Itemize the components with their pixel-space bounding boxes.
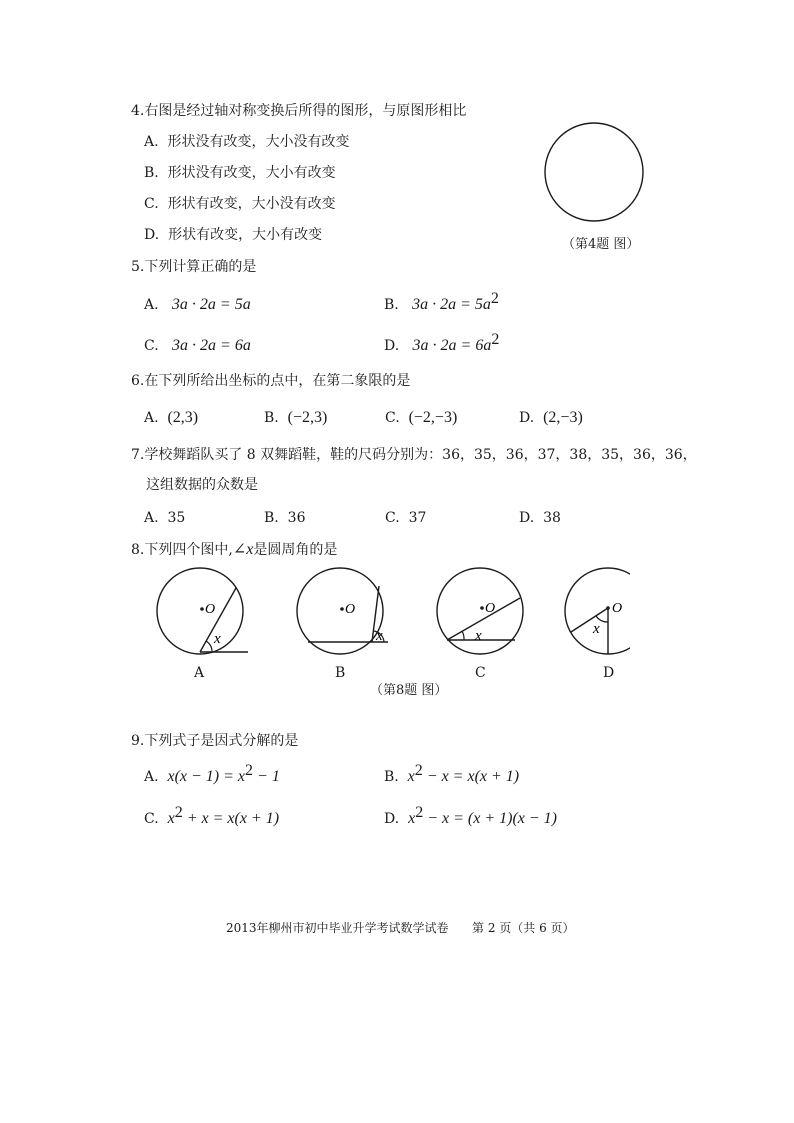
q5-option-b: B. $3a \cdot 2a = 5a^2$ bbox=[384, 290, 499, 313]
q6-stem: 6.在下列所给出坐标的点中，在第二象限的是 bbox=[131, 373, 411, 389]
q8-c-center-label: O bbox=[485, 601, 496, 616]
q8-label-d: D bbox=[603, 665, 615, 681]
footer-title: 2013年柳州市初中毕业升学考试数学试卷 bbox=[226, 921, 449, 935]
q5-option-d: D. $3a \cdot 2a = 6a^2$ bbox=[384, 331, 500, 354]
q5-option-c: C. 3a · 2a = 6a bbox=[144, 337, 251, 354]
q4-option-d: D. 形状有改变，大小有改变 bbox=[144, 227, 323, 243]
q4-option-c: C. 形状有改变，大小没有改变 bbox=[144, 196, 336, 212]
q8-figure-a bbox=[157, 568, 248, 654]
q8-a-center-label: O bbox=[205, 602, 216, 617]
q5-option-a: A. 3a · 2a = 5a bbox=[144, 296, 251, 313]
q4-option-b: B. 形状没有改变，大小有改变 bbox=[144, 165, 336, 181]
q8-caption: （第8题 图） bbox=[370, 683, 448, 698]
q4-stem: 4.右图是经过轴对称变换后所得的图形，与原图形相比 bbox=[131, 103, 467, 119]
q5-stem: 5.下列计算正确的是 bbox=[131, 259, 257, 275]
q8-label-c: C bbox=[475, 665, 486, 681]
q6-option-d: D. (2,−3) bbox=[519, 409, 583, 426]
q8-b-center-label: O bbox=[345, 602, 356, 617]
q8-a-angle-label: x bbox=[214, 631, 221, 647]
q9-option-d: D. $x^2 - x = (x + 1)(x - 1)$ bbox=[384, 804, 558, 827]
q7-stem-line1: 7.学校舞蹈队买了 8 双舞蹈鞋，鞋的尺码分别为：36，35，36，37，38，35，36，36， bbox=[131, 447, 697, 463]
q7-option-d: D. 38 bbox=[519, 510, 561, 526]
q8-d-center-label: O bbox=[612, 601, 623, 616]
q8-c-angle-label: x bbox=[475, 628, 482, 644]
q7-option-c: C. 37 bbox=[385, 510, 427, 526]
q4-circle-figure bbox=[538, 116, 650, 228]
q6-option-a: A. (2,3) bbox=[144, 409, 199, 426]
q8-figure-d bbox=[565, 568, 630, 654]
q8-figure-c bbox=[437, 568, 523, 654]
q7-stem-line2: 这组数据的众数是 bbox=[146, 477, 258, 493]
q8-stem: 8.下列四个图中,∠x是圆周角的是 bbox=[131, 541, 338, 558]
q9-stem: 9.下列式子是因式分解的是 bbox=[131, 733, 299, 749]
q8-figure-b bbox=[297, 568, 388, 654]
q6-option-c: C. (−2,−3) bbox=[385, 409, 458, 426]
q7-option-a: A. 35 bbox=[144, 510, 186, 526]
q8-b-angle-label: x bbox=[376, 628, 383, 644]
q8-label-a: A bbox=[194, 665, 205, 681]
footer-page-number: 第 2 页（共 6 页） bbox=[472, 921, 575, 935]
q9-option-c: C. $x^2 + x = x(x + 1)$ bbox=[144, 804, 280, 827]
q7-option-b: B. 36 bbox=[264, 510, 306, 526]
q4-caption: （第4题 图） bbox=[562, 237, 640, 252]
q4-option-a: A. 形状没有改变，大小没有改变 bbox=[144, 134, 350, 150]
q6-option-b: B. (−2,3) bbox=[264, 409, 328, 426]
q9-option-b: B. $x^2 - x = x(x + 1)$ bbox=[384, 762, 520, 785]
q8-label-b: B bbox=[335, 665, 346, 681]
q8-d-angle-label: x bbox=[593, 621, 600, 637]
q8-figures bbox=[150, 566, 630, 662]
q9-option-a: A. $x(x - 1) = x^2 - 1$ bbox=[144, 762, 280, 785]
